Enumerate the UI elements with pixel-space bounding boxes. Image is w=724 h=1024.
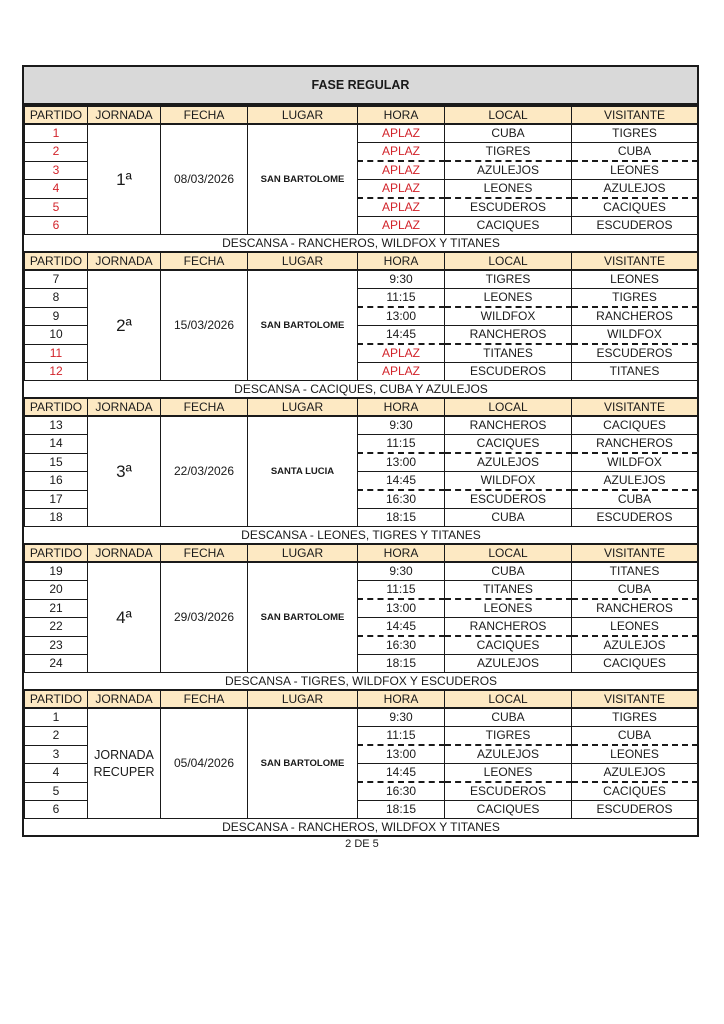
schedule-sheet	[22, 65, 699, 837]
away-team-cell: CUBA	[572, 727, 698, 746]
venue-cell: SAN BARTOLOME	[248, 562, 358, 673]
jornada-cell: 2ª	[88, 270, 161, 381]
home-team-cell: LEONES	[445, 764, 572, 783]
time-cell: 13:00	[358, 745, 445, 764]
match-number: 22	[25, 618, 88, 637]
away-team-cell: ESCUDEROS	[572, 509, 698, 527]
page-number: 2 DE 5	[345, 838, 379, 850]
home-team-cell: AZULEJOS	[445, 161, 572, 180]
match-number: 20	[25, 581, 88, 600]
away-team-cell: TIGRES	[572, 289, 698, 308]
column-header-jornada: JORNADA	[88, 690, 161, 708]
away-team-cell: CACIQUES	[572, 655, 698, 673]
home-team-cell: CACIQUES	[445, 217, 572, 235]
match-number: 13	[25, 416, 88, 435]
match-number: 15	[25, 453, 88, 472]
match-number: 6	[25, 801, 88, 819]
column-header-visitante: VISITANTE	[572, 252, 698, 270]
column-header-visitante: VISITANTE	[572, 398, 698, 416]
home-team-cell: WILDFOX	[445, 472, 572, 491]
match-number: 14	[25, 435, 88, 454]
rest-teams-text: DESCANSA - LEONES, TIGRES Y TITANES	[25, 527, 698, 545]
jornada-cell: JORNADA RECUPER	[88, 708, 161, 819]
time-cell: 16:30	[358, 782, 445, 801]
away-team-cell: TIGRES	[572, 708, 698, 727]
home-team-cell: RANCHEROS	[445, 618, 572, 637]
match-number: 3	[25, 161, 88, 180]
header-row	[25, 252, 698, 270]
rest-row	[25, 381, 698, 399]
away-team-cell: CACIQUES	[572, 198, 698, 217]
away-team-cell: ESCUDEROS	[572, 801, 698, 819]
match-row	[25, 416, 698, 435]
column-header-partido: PARTIDO	[25, 106, 88, 124]
home-team-cell: AZULEJOS	[445, 655, 572, 673]
home-team-cell: CACIQUES	[445, 636, 572, 655]
home-team-cell: CUBA	[445, 708, 572, 727]
date-cell: 05/04/2026	[161, 708, 248, 819]
column-header-jornada: JORNADA	[88, 544, 161, 562]
time-cell: 13:00	[358, 307, 445, 326]
header-row	[25, 398, 698, 416]
away-team-cell: LEONES	[572, 618, 698, 637]
home-team-cell: TIGRES	[445, 143, 572, 162]
away-team-cell: CUBA	[572, 143, 698, 162]
venue-cell: SAN BARTOLOME	[248, 270, 358, 381]
home-team-cell: TITANES	[445, 581, 572, 600]
away-team-cell: CACIQUES	[572, 782, 698, 801]
date-cell: 08/03/2026	[161, 124, 248, 235]
away-team-cell: CUBA	[572, 581, 698, 600]
home-team-cell: CACIQUES	[445, 801, 572, 819]
home-team-cell: ESCUDEROS	[445, 490, 572, 509]
date-cell: 15/03/2026	[161, 270, 248, 381]
time-cell: 18:15	[358, 801, 445, 819]
away-team-cell: LEONES	[572, 745, 698, 764]
column-header-hora: HORA	[358, 690, 445, 708]
away-team-cell: CUBA	[572, 490, 698, 509]
header-row	[25, 106, 698, 124]
column-header-fecha: FECHA	[161, 544, 248, 562]
time-cell: 11:15	[358, 289, 445, 308]
column-header-local: LOCAL	[445, 544, 572, 562]
home-team-cell: TIGRES	[445, 727, 572, 746]
rest-teams-text: DESCANSA - RANCHEROS, WILDFOX Y TITANES	[25, 819, 698, 836]
match-number: 23	[25, 636, 88, 655]
away-team-cell: ESCUDEROS	[572, 217, 698, 235]
match-number: 12	[25, 363, 88, 381]
time-cell: APLAZ	[358, 161, 445, 180]
time-cell: 14:45	[358, 326, 445, 345]
home-team-cell: RANCHEROS	[445, 326, 572, 345]
home-team-cell: AZULEJOS	[445, 745, 572, 764]
away-team-cell: CACIQUES	[572, 416, 698, 435]
column-header-lugar: LUGAR	[248, 252, 358, 270]
away-team-cell: RANCHEROS	[572, 599, 698, 618]
column-header-partido: PARTIDO	[25, 544, 88, 562]
match-number: 3	[25, 745, 88, 764]
rest-row	[25, 673, 698, 691]
header-row	[25, 690, 698, 708]
match-number: 16	[25, 472, 88, 491]
time-cell: APLAZ	[358, 180, 445, 199]
home-team-cell: ESCUDEROS	[445, 363, 572, 381]
column-header-fecha: FECHA	[161, 106, 248, 124]
match-number: 5	[25, 782, 88, 801]
column-header-local: LOCAL	[445, 106, 572, 124]
time-cell: 11:15	[358, 435, 445, 454]
match-number: 1	[25, 124, 88, 143]
column-header-partido: PARTIDO	[25, 690, 88, 708]
column-header-visitante: VISITANTE	[572, 106, 698, 124]
rest-row	[25, 819, 698, 836]
match-number: 8	[25, 289, 88, 308]
venue-cell: SAN BARTOLOME	[248, 708, 358, 819]
home-team-cell: LEONES	[445, 599, 572, 618]
home-team-cell: LEONES	[445, 289, 572, 308]
column-header-visitante: VISITANTE	[572, 544, 698, 562]
header-row	[25, 544, 698, 562]
time-cell: 14:45	[358, 472, 445, 491]
match-number: 4	[25, 180, 88, 199]
time-cell: 9:30	[358, 270, 445, 289]
time-cell: APLAZ	[358, 363, 445, 381]
venue-cell: SANTA LUCIA	[248, 416, 358, 527]
column-header-hora: HORA	[358, 398, 445, 416]
home-team-cell: LEONES	[445, 180, 572, 199]
time-cell: 14:45	[358, 618, 445, 637]
rest-row	[25, 527, 698, 545]
venue-cell: SAN BARTOLOME	[248, 124, 358, 235]
home-team-cell: CUBA	[445, 124, 572, 143]
match-number: 6	[25, 217, 88, 235]
away-team-cell: LEONES	[572, 161, 698, 180]
column-header-lugar: LUGAR	[248, 690, 358, 708]
jornada-cell: 4ª	[88, 562, 161, 673]
schedule-table	[24, 105, 698, 835]
column-header-fecha: FECHA	[161, 690, 248, 708]
away-team-cell: WILDFOX	[572, 326, 698, 345]
home-team-cell: WILDFOX	[445, 307, 572, 326]
column-header-partido: PARTIDO	[25, 398, 88, 416]
time-cell: 18:15	[358, 655, 445, 673]
rest-teams-text: DESCANSA - RANCHEROS, WILDFOX Y TITANES	[25, 235, 698, 253]
column-header-local: LOCAL	[445, 252, 572, 270]
rest-teams-text: DESCANSA - TIGRES, WILDFOX Y ESCUDEROS	[25, 673, 698, 691]
match-number: 18	[25, 509, 88, 527]
match-number: 24	[25, 655, 88, 673]
time-cell: 13:00	[358, 453, 445, 472]
away-team-cell: TITANES	[572, 562, 698, 581]
rest-teams-text: DESCANSA - CACIQUES, CUBA Y AZULEJOS	[25, 381, 698, 399]
match-row	[25, 562, 698, 581]
time-cell: 9:30	[358, 562, 445, 581]
time-cell: APLAZ	[358, 344, 445, 363]
time-cell: 9:30	[358, 708, 445, 727]
column-header-visitante: VISITANTE	[572, 690, 698, 708]
jornada-cell: 1ª	[88, 124, 161, 235]
match-number: 5	[25, 198, 88, 217]
time-cell: 16:30	[358, 636, 445, 655]
match-number: 21	[25, 599, 88, 618]
column-header-hora: HORA	[358, 252, 445, 270]
column-header-lugar: LUGAR	[248, 544, 358, 562]
match-number: 7	[25, 270, 88, 289]
column-header-fecha: FECHA	[161, 398, 248, 416]
time-cell: APLAZ	[358, 217, 445, 235]
column-header-jornada: JORNADA	[88, 106, 161, 124]
away-team-cell: RANCHEROS	[572, 435, 698, 454]
time-cell: 11:15	[358, 727, 445, 746]
match-number: 9	[25, 307, 88, 326]
match-number: 17	[25, 490, 88, 509]
home-team-cell: CACIQUES	[445, 435, 572, 454]
match-number: 4	[25, 764, 88, 783]
home-team-cell: AZULEJOS	[445, 453, 572, 472]
time-cell: APLAZ	[358, 198, 445, 217]
match-number: 11	[25, 344, 88, 363]
column-header-partido: PARTIDO	[25, 252, 88, 270]
away-team-cell: AZULEJOS	[572, 636, 698, 655]
time-cell: 9:30	[358, 416, 445, 435]
time-cell: APLAZ	[358, 124, 445, 143]
away-team-cell: LEONES	[572, 270, 698, 289]
away-team-cell: AZULEJOS	[572, 764, 698, 783]
home-team-cell: RANCHEROS	[445, 416, 572, 435]
match-row	[25, 124, 698, 143]
match-number: 1	[25, 708, 88, 727]
match-number: 10	[25, 326, 88, 345]
date-cell: 22/03/2026	[161, 416, 248, 527]
home-team-cell: CUBA	[445, 562, 572, 581]
away-team-cell: AZULEJOS	[572, 180, 698, 199]
away-team-cell: ESCUDEROS	[572, 344, 698, 363]
match-row	[25, 708, 698, 727]
sheet-title: FASE REGULAR	[24, 67, 697, 105]
column-header-jornada: JORNADA	[88, 252, 161, 270]
time-cell: 11:15	[358, 581, 445, 600]
column-header-hora: HORA	[358, 106, 445, 124]
match-number: 19	[25, 562, 88, 581]
away-team-cell: WILDFOX	[572, 453, 698, 472]
jornada-cell: 3ª	[88, 416, 161, 527]
away-team-cell: RANCHEROS	[572, 307, 698, 326]
rest-row	[25, 235, 698, 253]
time-cell: 14:45	[358, 764, 445, 783]
column-header-fecha: FECHA	[161, 252, 248, 270]
home-team-cell: TITANES	[445, 344, 572, 363]
home-team-cell: ESCUDEROS	[445, 198, 572, 217]
column-header-local: LOCAL	[445, 398, 572, 416]
date-cell: 29/03/2026	[161, 562, 248, 673]
away-team-cell: AZULEJOS	[572, 472, 698, 491]
home-team-cell: CUBA	[445, 509, 572, 527]
match-number: 2	[25, 727, 88, 746]
match-row	[25, 270, 698, 289]
away-team-cell: TITANES	[572, 363, 698, 381]
column-header-jornada: JORNADA	[88, 398, 161, 416]
away-team-cell: TIGRES	[572, 124, 698, 143]
home-team-cell: TIGRES	[445, 270, 572, 289]
column-header-hora: HORA	[358, 544, 445, 562]
time-cell: APLAZ	[358, 143, 445, 162]
time-cell: 16:30	[358, 490, 445, 509]
time-cell: 18:15	[358, 509, 445, 527]
match-number: 2	[25, 143, 88, 162]
column-header-local: LOCAL	[445, 690, 572, 708]
time-cell: 13:00	[358, 599, 445, 618]
column-header-lugar: LUGAR	[248, 106, 358, 124]
home-team-cell: ESCUDEROS	[445, 782, 572, 801]
column-header-lugar: LUGAR	[248, 398, 358, 416]
